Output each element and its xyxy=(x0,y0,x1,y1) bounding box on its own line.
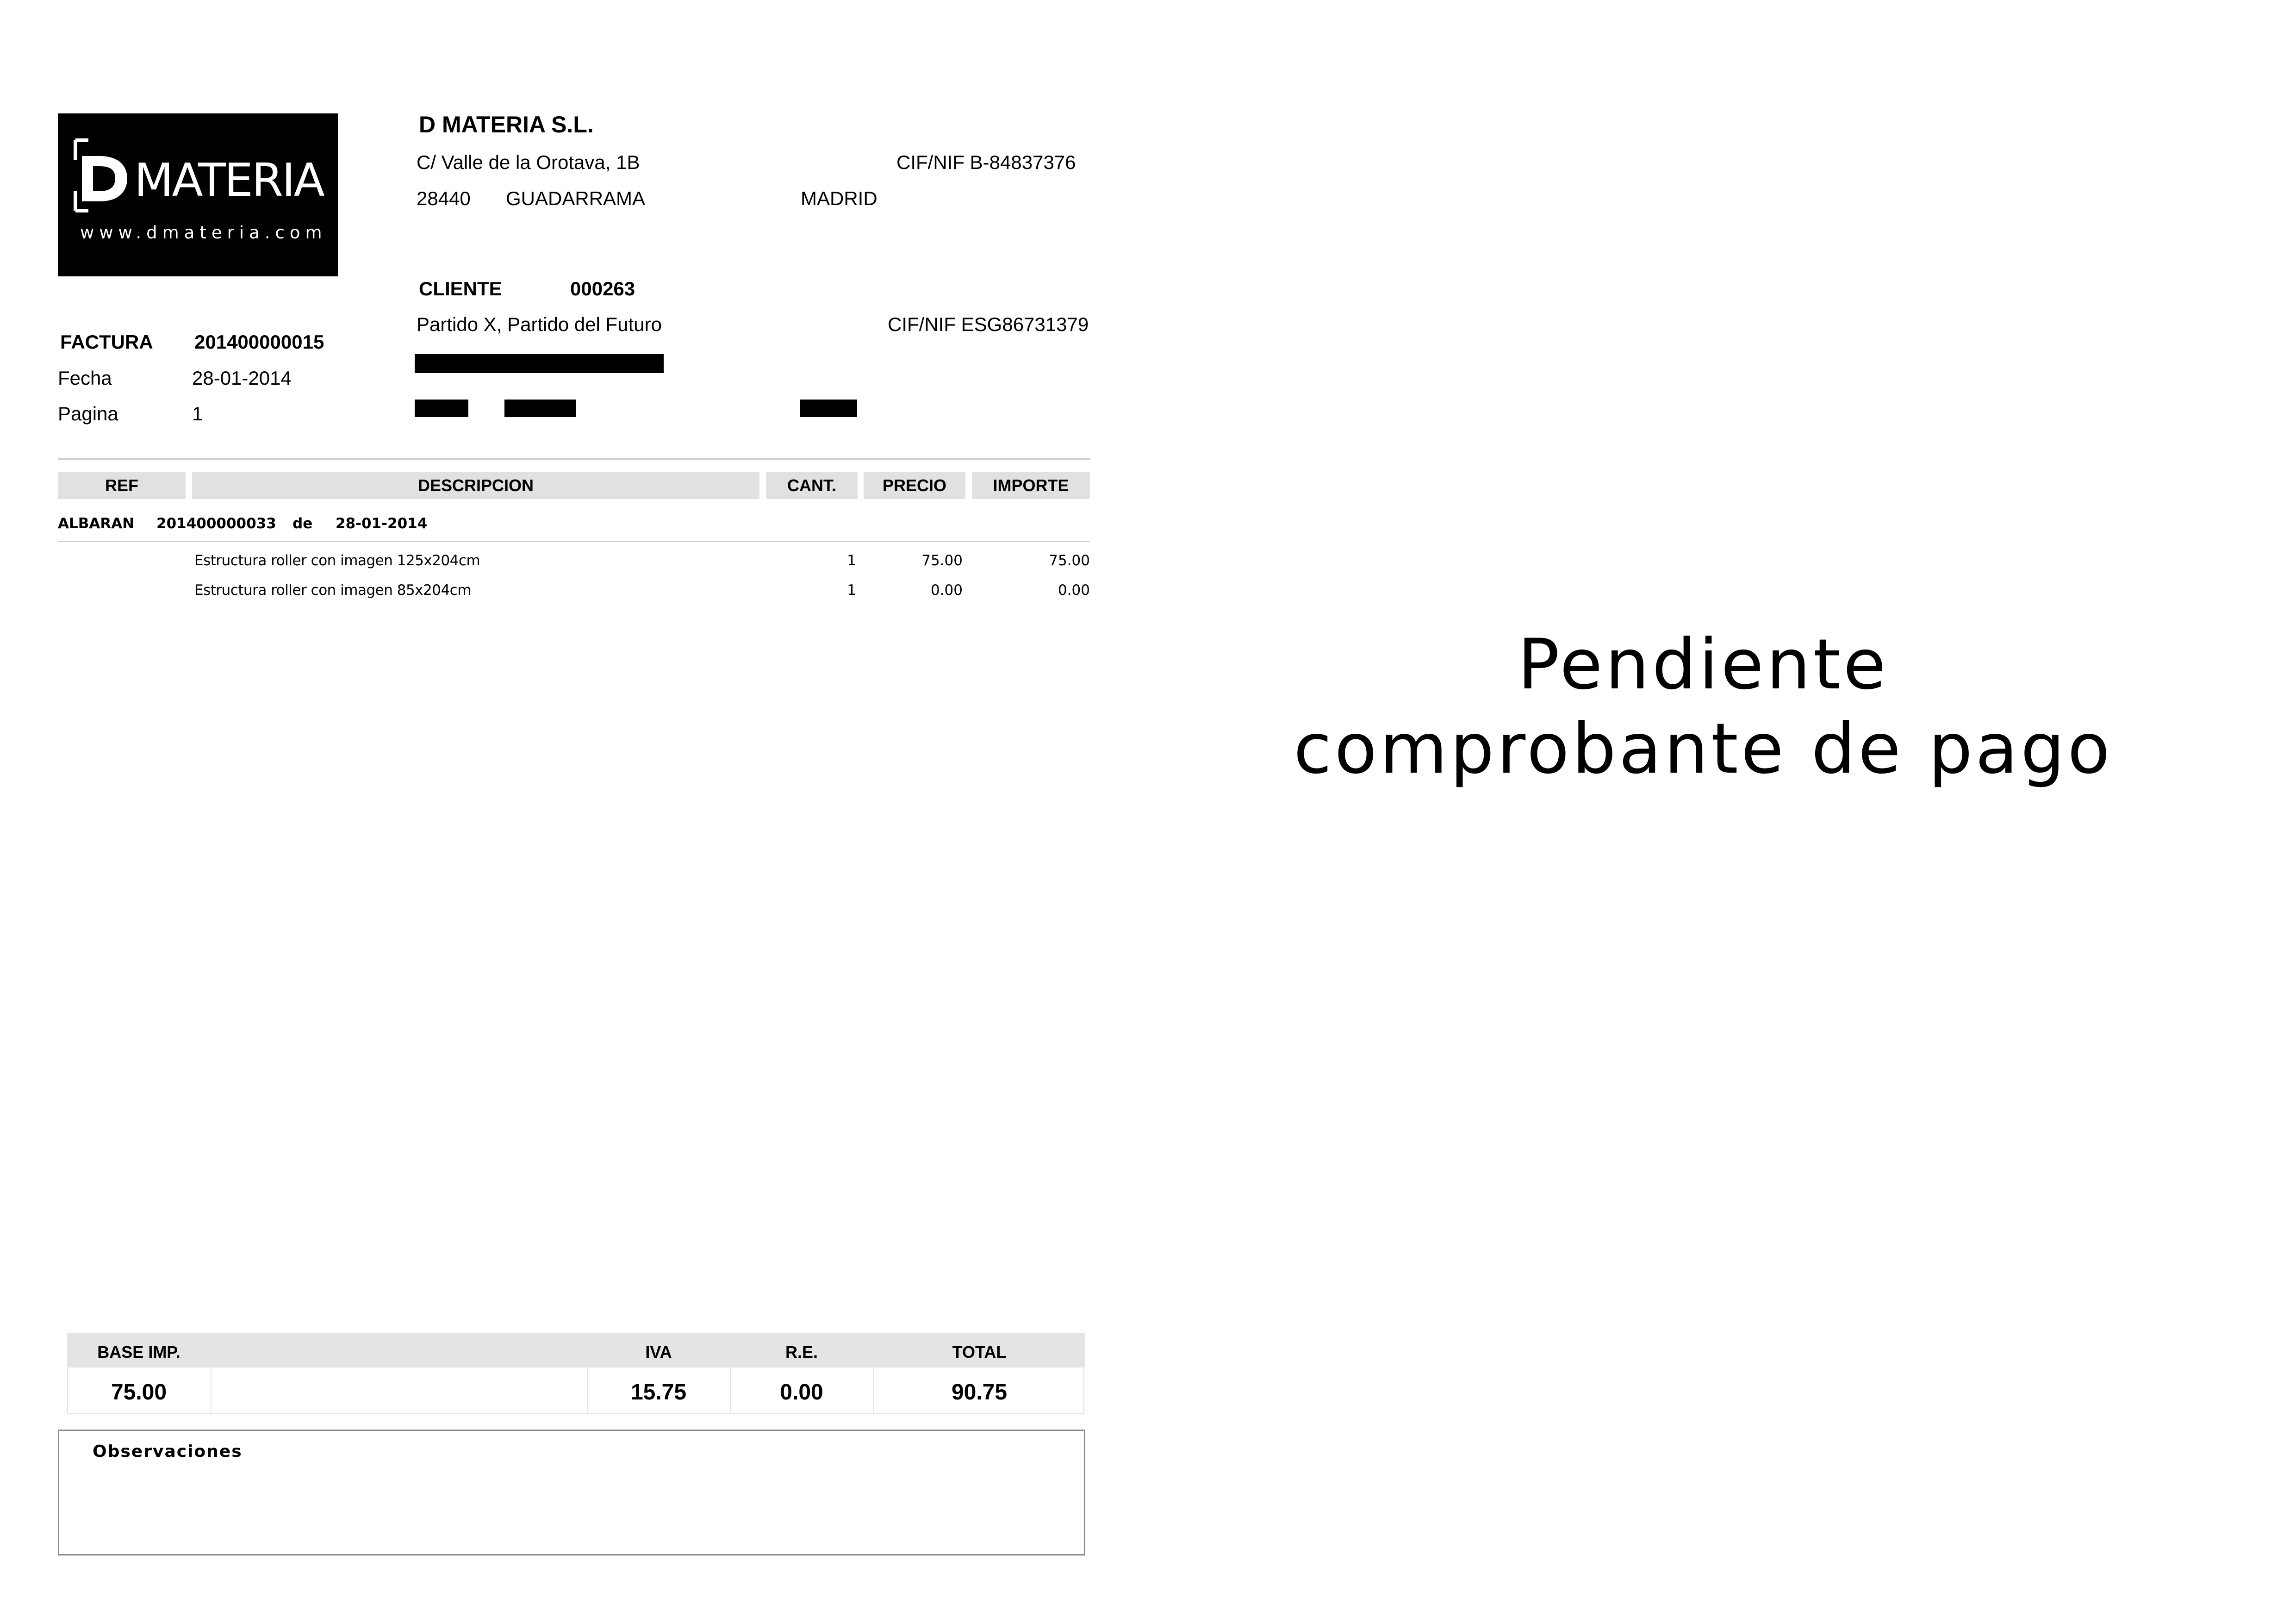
payment-pending-stamp xyxy=(1250,623,2157,791)
company-province: MADRID xyxy=(801,187,877,209)
albaran-date: 28-01-2014 xyxy=(336,515,428,532)
logo-wordmark: MATERIA xyxy=(134,154,324,207)
totals-cell xyxy=(212,1368,588,1414)
col-header-price: PRECIO xyxy=(864,472,965,499)
redaction-bar xyxy=(504,400,576,417)
client-name: Partido X, Partido del Futuro xyxy=(417,313,662,335)
divider xyxy=(58,541,1090,542)
logo-url: www.dmateria.com xyxy=(80,223,327,243)
col-header-ref: REF xyxy=(58,472,186,499)
col-header-quantity: CANT. xyxy=(766,472,858,499)
redaction-bar xyxy=(415,354,664,373)
line-item-quantity: 1 xyxy=(847,582,856,599)
stamp-line-1: Pendiente xyxy=(1518,625,1889,705)
company-street: C/ Valle de la Orotava, 1B xyxy=(417,151,640,173)
totals-total-value: 90.75 xyxy=(951,1380,1008,1405)
line-item-quantity: 1 xyxy=(847,552,856,569)
invoice-page: 1 xyxy=(192,403,203,425)
logo-d-mark xyxy=(72,137,132,214)
col-header-amount: IMPORTE xyxy=(972,472,1090,499)
invoice-label: FACTURA xyxy=(60,331,153,353)
line-item-amount: 0.00 xyxy=(1058,582,1090,599)
observations-label: Observaciones xyxy=(93,1442,243,1461)
totals-header-iva: IVA xyxy=(645,1343,672,1362)
invoice-page-label: Pagina xyxy=(58,403,118,425)
albaran-de: de xyxy=(292,515,313,532)
line-item-description: Estructura roller con imagen 85x204cm xyxy=(194,582,471,599)
totals-header-base: BASE IMP. xyxy=(97,1343,180,1362)
totals-iva-value: 15.75 xyxy=(630,1380,687,1405)
stamp-line-2: comprobante de pago xyxy=(1293,709,2113,789)
invoice-number: 201400000015 xyxy=(194,331,324,353)
company-logo xyxy=(58,113,338,276)
line-item-price: 0.00 xyxy=(930,582,963,599)
totals-header-total: TOTAL xyxy=(952,1343,1007,1362)
divider xyxy=(58,458,1090,460)
line-item-price: 75.00 xyxy=(921,552,963,569)
col-header-description: DESCRIPCION xyxy=(192,472,759,499)
company-postal: 28440 xyxy=(417,187,471,209)
redaction-bar xyxy=(800,400,857,417)
albaran-label: ALBARAN xyxy=(58,515,135,532)
client-label: CLIENTE xyxy=(419,278,502,300)
client-cif: CIF/NIF ESG86731379 xyxy=(888,313,1089,335)
redaction-bar xyxy=(415,400,468,417)
company-name: D MATERIA S.L. xyxy=(419,112,594,137)
invoice-date-label: Fecha xyxy=(58,367,112,389)
company-cif: CIF/NIF B-84837376 xyxy=(896,151,1076,173)
company-city: GUADARRAMA xyxy=(506,187,646,209)
albaran-number: 201400000033 xyxy=(156,515,276,532)
totals-header-re: R.E. xyxy=(785,1343,818,1362)
totals-base-value: 75.00 xyxy=(111,1380,167,1405)
line-item-description: Estructura roller con imagen 125x204cm xyxy=(194,552,480,569)
line-item-amount: 75.00 xyxy=(1049,552,1090,569)
totals-re-value: 0.00 xyxy=(780,1380,823,1405)
invoice-date: 28-01-2014 xyxy=(192,367,292,389)
client-number: 000263 xyxy=(570,278,635,300)
